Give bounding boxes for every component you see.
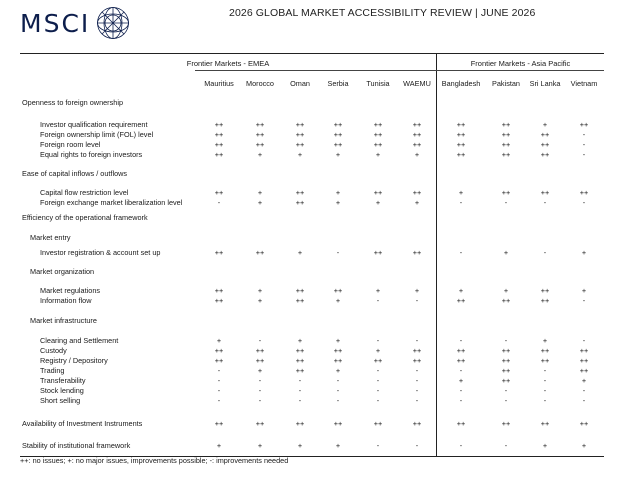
rating-cell: + [414,150,420,159]
rating-cell: - [582,386,586,395]
rating-cell: + [414,198,420,207]
rating-cell: - [582,150,586,159]
rating-cell: ++ [456,130,466,139]
rating-cell: ++ [214,419,224,428]
group-header-emea: Frontier Markets - EMEA [186,59,270,68]
rating-cell: - [582,140,586,149]
row-label: Information flow [40,296,92,305]
rating-cell: ++ [214,188,224,197]
table-row [20,198,604,208]
rating-cell: ++ [373,248,383,257]
rating-cell: ++ [214,356,224,365]
rating-cell: ++ [295,140,305,149]
rating-cell: + [581,248,587,257]
group-header-rule [195,70,604,71]
rating-cell: ++ [501,346,511,355]
rating-cell: - [459,198,463,207]
rating-cell: ++ [214,140,224,149]
column-header-sri-lanka: Sri Lanka [529,79,561,88]
msci-logo [20,6,130,40]
table-row [20,376,604,386]
rating-cell: ++ [214,150,224,159]
table-row [20,296,604,306]
rating-cell: ++ [540,296,550,305]
rating-cell: + [297,150,303,159]
rating-cell: + [257,286,263,295]
rating-cell: + [335,296,341,305]
table-row [20,248,604,258]
rating-cell: ++ [412,130,422,139]
rating-cell: ++ [501,188,511,197]
legend-note: ++: no issues; +: no major issues, improvements possible; -: improvements needed [20,456,289,465]
rating-cell: ++ [501,356,511,365]
globe-icon [96,6,130,40]
row-label: Market entry [30,233,71,242]
rating-cell: - [582,130,586,139]
rating-cell: - [582,336,586,345]
rating-cell: ++ [214,346,224,355]
rating-cell: - [336,386,340,395]
rating-cell: ++ [540,150,550,159]
rating-cell: + [335,150,341,159]
rating-cell: ++ [295,346,305,355]
rating-cell: ++ [501,150,511,159]
table-row [20,386,604,396]
page-title: 2026 GLOBAL MARKET ACCESSIBILITY REVIEW | JUNE 2026 [229,7,536,19]
rating-cell: ++ [255,140,265,149]
rating-cell: + [216,441,222,450]
rating-cell: ++ [214,248,224,257]
rating-cell: + [375,150,381,159]
rating-cell: + [297,441,303,450]
rating-cell: ++ [540,188,550,197]
row-label: Market regulations [40,286,101,295]
rating-cell: - [504,198,508,207]
rating-cell: ++ [295,120,305,129]
table-row [20,130,604,140]
rating-cell: ++ [540,140,550,149]
rating-cell: ++ [295,198,305,207]
rating-cell: - [217,198,221,207]
rating-cell: + [216,336,222,345]
rating-cell: - [459,366,463,375]
rating-cell: ++ [412,120,422,129]
rating-cell: + [503,248,509,257]
table-row [20,441,604,451]
rating-cell: ++ [333,286,343,295]
rating-cell: - [376,366,380,375]
table-row [20,120,604,130]
rating-cell: ++ [255,130,265,139]
rating-cell: + [414,286,420,295]
rating-cell: ++ [373,188,383,197]
table-row [20,98,604,108]
rating-cell: - [336,376,340,385]
rating-cell: ++ [214,120,224,129]
rating-cell: ++ [412,356,422,365]
rating-cell: ++ [373,120,383,129]
rating-cell: ++ [501,419,511,428]
rating-cell: ++ [373,419,383,428]
rating-cell: - [459,396,463,405]
rating-cell: ++ [579,419,589,428]
rating-cell: ++ [579,188,589,197]
rating-cell: - [336,396,340,405]
rating-cell: - [582,396,586,405]
row-label: Capital flow restriction level [40,188,129,197]
table-row [20,169,604,179]
rating-cell: ++ [214,296,224,305]
rating-cell: ++ [579,346,589,355]
table-row [20,336,604,346]
rating-cell: - [504,336,508,345]
row-label: Openness to foreign ownership [22,98,124,107]
rating-cell: - [376,386,380,395]
row-label: Clearing and Settlement [40,336,119,345]
rating-cell: - [217,376,221,385]
rating-cell: ++ [456,120,466,129]
rating-cell: + [257,198,263,207]
rating-cell: ++ [333,140,343,149]
rating-cell: ++ [373,140,383,149]
rating-cell: ++ [412,140,422,149]
rating-cell: - [217,396,221,405]
rating-cell: ++ [255,346,265,355]
rating-cell: ++ [501,296,511,305]
rating-cell: ++ [295,356,305,365]
row-label: Market organization [30,267,95,276]
table-row [20,419,604,429]
rating-cell: - [298,376,302,385]
row-label: Foreign ownership limit (FOL) level [40,130,154,139]
rating-cell: ++ [540,356,550,365]
logo-wordmark: MSCI [20,8,91,38]
rating-cell: - [415,441,419,450]
group-header-asia-pacific: Frontier Markets - Asia Pacific [470,59,571,68]
rating-cell: + [335,336,341,345]
row-label: Stock lending [40,386,84,395]
row-label: Equal rights to foreign investors [40,150,143,159]
row-label: Investor qualification requirement [40,120,148,129]
rating-cell: - [543,198,547,207]
row-label: Ease of capital inflows / outflows [22,169,128,178]
table-row [20,188,604,198]
row-label: Short selling [40,396,81,405]
rating-cell: + [581,286,587,295]
rating-cell: + [458,286,464,295]
rating-cell: ++ [501,130,511,139]
rating-cell: ++ [295,286,305,295]
row-label: Foreign room level [40,140,101,149]
row-label: Foreign exchange market liberalization level [40,198,183,207]
rating-cell: ++ [456,140,466,149]
column-header-serbia: Serbia [327,79,349,88]
rating-cell: + [257,150,263,159]
rating-cell: + [297,248,303,257]
rating-cell: ++ [501,120,511,129]
rating-cell: - [543,396,547,405]
rating-cell: ++ [501,376,511,385]
table-row [20,286,604,296]
column-header-oman: Oman [290,79,310,88]
rating-cell: ++ [540,130,550,139]
table-row [20,213,604,223]
rating-cell: + [542,441,548,450]
rating-cell: + [375,346,381,355]
row-label: Efficiency of the operational framework [22,213,148,222]
row-label: Transferability [40,376,86,385]
table-row [20,150,604,160]
rating-cell: ++ [412,346,422,355]
rating-cell: - [217,386,221,395]
rating-cell: ++ [373,130,383,139]
rating-cell: - [376,441,380,450]
column-header-waemu: WAEMU [403,79,431,88]
row-label: Custody [40,346,67,355]
rating-cell: + [335,366,341,375]
rating-cell: ++ [412,248,422,257]
rating-cell: ++ [295,419,305,428]
rating-cell: + [458,188,464,197]
rating-cell: - [415,296,419,305]
rating-cell: + [257,441,263,450]
rating-cell: - [298,386,302,395]
rating-cell: - [258,386,262,395]
rating-cell: ++ [456,150,466,159]
column-header-morocco: Morocco [246,79,274,88]
rating-cell: - [543,376,547,385]
rating-cell: ++ [540,286,550,295]
rating-cell: ++ [501,140,511,149]
rating-cell: ++ [540,419,550,428]
rating-cell: ++ [540,346,550,355]
rating-cell: ++ [412,419,422,428]
row-label: Investor registration & account set up [40,248,161,257]
table-row [20,233,604,243]
rating-cell: - [459,386,463,395]
rating-cell: ++ [456,419,466,428]
column-header-mauritius: Mauritius [204,79,234,88]
column-header-pakistan: Pakistan [492,79,520,88]
rating-cell: + [542,336,548,345]
rating-cell: + [335,188,341,197]
table-row [20,366,604,376]
rating-cell: ++ [579,120,589,129]
rating-cell: - [376,336,380,345]
rating-cell: - [415,366,419,375]
rating-cell: - [582,198,586,207]
table-row [20,140,604,150]
rating-cell: + [335,441,341,450]
rating-cell: + [257,296,263,305]
rating-cell: - [258,396,262,405]
rating-cell: ++ [456,356,466,365]
rating-cell: ++ [255,248,265,257]
rating-cell: ++ [373,356,383,365]
rating-cell: ++ [333,356,343,365]
rating-cell: ++ [255,120,265,129]
rating-cell: - [582,296,586,305]
rating-cell: - [415,396,419,405]
accessibility-table [20,53,604,457]
rating-cell: - [415,336,419,345]
row-label: Stability of institutional framework [22,441,131,450]
row-label: Trading [40,366,65,375]
rating-cell: + [581,376,587,385]
rating-cell: - [376,396,380,405]
table-row [20,346,604,356]
column-header-tunisia: Tunisia [366,79,390,88]
rating-cell: - [543,248,547,257]
rating-cell: ++ [333,346,343,355]
rating-cell: - [504,386,508,395]
rating-cell: - [415,386,419,395]
rating-cell: - [336,248,340,257]
rating-cell: ++ [333,130,343,139]
rating-cell: ++ [333,419,343,428]
rating-cell: ++ [295,188,305,197]
rating-cell: - [459,336,463,345]
rating-cell: - [543,366,547,375]
rating-cell: ++ [333,120,343,129]
rating-cell: - [504,441,508,450]
rating-cell: ++ [501,366,511,375]
rating-cell: + [581,441,587,450]
rating-cell: ++ [456,346,466,355]
rating-cell: ++ [579,366,589,375]
rating-cell: + [257,188,263,197]
rating-cell: ++ [579,356,589,365]
rating-cell: ++ [456,296,466,305]
rating-cell: + [503,286,509,295]
rating-cell: ++ [295,130,305,139]
rating-cell: - [415,376,419,385]
rating-cell: ++ [255,356,265,365]
rating-cell: ++ [295,366,305,375]
rating-cell: - [298,396,302,405]
rating-cell: + [257,366,263,375]
rating-cell: + [297,336,303,345]
rating-cell: + [458,376,464,385]
rating-cell: - [543,386,547,395]
rating-cell: ++ [214,286,224,295]
table-row [20,396,604,406]
rating-cell: - [376,296,380,305]
column-header-vietnam: Vietnam [570,79,598,88]
row-label: Registry / Depository [40,356,108,365]
rating-cell: + [335,198,341,207]
table-row [20,267,604,277]
column-header-bangladesh: Bangladesh [441,79,481,88]
row-label: Market infrastructure [30,316,97,325]
rating-cell: + [542,120,548,129]
rating-cell: ++ [295,296,305,305]
rating-cell: - [258,336,262,345]
rating-cell: - [504,396,508,405]
rating-cell: ++ [255,419,265,428]
rating-cell: + [375,286,381,295]
rating-cell: - [217,366,221,375]
rating-cell: ++ [214,130,224,139]
rating-cell: - [258,376,262,385]
row-label: Availability of Investment Instruments [22,419,143,428]
rating-cell: - [376,376,380,385]
rating-cell: - [459,441,463,450]
table-row [20,316,604,326]
rating-cell: + [375,198,381,207]
rating-cell: ++ [412,188,422,197]
rating-cell: - [459,248,463,257]
table-row [20,356,604,366]
